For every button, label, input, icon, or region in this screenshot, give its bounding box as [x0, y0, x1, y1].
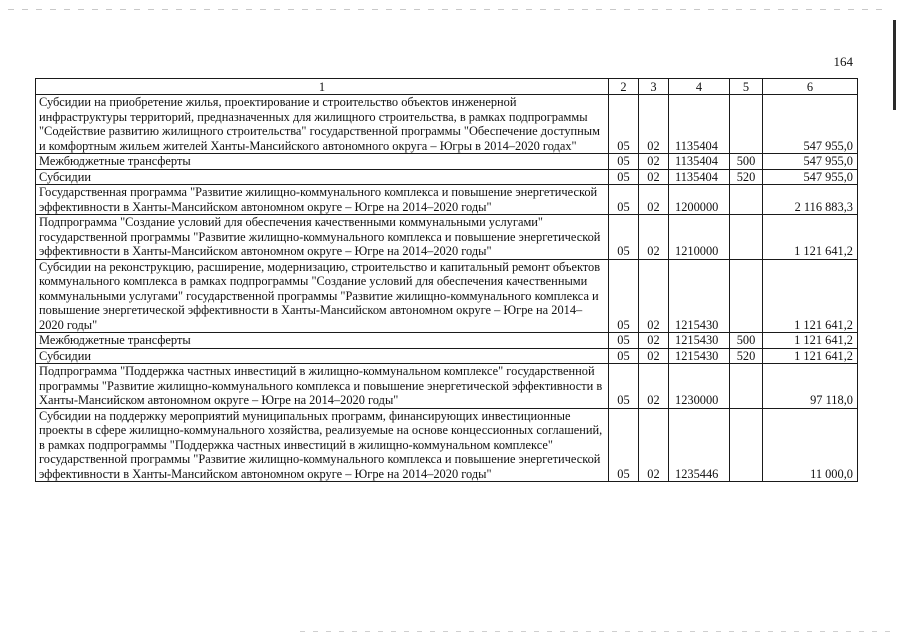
section-code: 05 — [609, 408, 639, 482]
scan-edge-top — [8, 9, 888, 10]
expense-type-code — [730, 364, 763, 409]
section-code: 05 — [609, 348, 639, 364]
table-row — [36, 259, 858, 333]
page-number: 164 — [833, 54, 853, 69]
header-cell: 3 — [639, 79, 669, 95]
row-description: Субсидии — [36, 348, 609, 364]
amount: 1 121 641,2 — [763, 348, 858, 364]
amount: 547 955,0 — [763, 154, 858, 170]
subsection-code: 02 — [639, 154, 669, 170]
amount: 97 118,0 — [763, 364, 858, 409]
header-cell: 4 — [669, 79, 730, 95]
target-article-code: 1135404 — [669, 169, 730, 185]
row-description: Субсидии на приобретение жилья, проектирование и строительство объектов инженерной инфраструктуры территорий, предназначенных для жилищного строительства, в рамках подпрограммы "Содействие развитию жилищного строительства" государственной программы "Обеспечение доступным и комфортным жильем жителей Ханты-Мансийского автономного округа – Югры в 2014–2020 годах" — [36, 95, 609, 154]
row-description: Государственная программа "Развитие жилищно-коммунального комплекса и повышение энергетической эффективности в Ханты-Мансийском автономном округе – Югре на 2014–2020 годы" — [36, 185, 609, 215]
subsection-code: 02 — [639, 333, 669, 349]
scan-edge-right — [893, 20, 896, 110]
table-row — [36, 333, 858, 349]
row-description: Подпрограмма "Создание условий для обеспечения качественными коммунальными услугами" государственной программы "Развитие жилищно-коммунального комплекса и повышение энергетической эффективности в Ханты-Мансийском автономном округе – Югре на 2014–2020 годы" — [36, 215, 609, 260]
target-article-code: 1230000 — [669, 364, 730, 409]
target-article-code: 1215430 — [669, 333, 730, 349]
target-article-code: 1215430 — [669, 348, 730, 364]
section-code: 05 — [609, 95, 639, 154]
row-description: Межбюджетные трансферты — [36, 333, 609, 349]
amount: 1 121 641,2 — [763, 333, 858, 349]
target-article-code: 1215430 — [669, 259, 730, 333]
row-description: Межбюджетные трансферты — [36, 154, 609, 170]
expense-type-code: 500 — [730, 154, 763, 170]
target-article-code: 1200000 — [669, 185, 730, 215]
header-cell: 1 — [36, 79, 609, 95]
expense-type-code — [730, 215, 763, 260]
amount: 1 121 641,2 — [763, 215, 858, 260]
header-row — [36, 79, 858, 95]
subsection-code: 02 — [639, 185, 669, 215]
amount: 1 121 641,2 — [763, 259, 858, 333]
row-description: Субсидии на поддержку мероприятий муниципальных программ, финансирующих инвестиционные проекты в сфере жилищно-коммунального хозяйства, реализуемые на основе концессионных соглашений, в рамках подпрограммы "Поддержка частных инвестиций в жилищно-коммунальном комплексе" государственной программы "Развитие жилищно-коммунального комплекса и повышение энергетической эффективности в Ханты-Мансийском автономном округе – Югре на 2014–2020 годы" — [36, 408, 609, 482]
budget-table — [35, 78, 858, 482]
subsection-code: 02 — [639, 408, 669, 482]
amount: 11 000,0 — [763, 408, 858, 482]
section-code: 05 — [609, 154, 639, 170]
amount: 2 116 883,3 — [763, 185, 858, 215]
expense-type-code — [730, 259, 763, 333]
section-code: 05 — [609, 333, 639, 349]
table-row — [36, 408, 858, 482]
row-description: Субсидии — [36, 169, 609, 185]
expense-type-code — [730, 95, 763, 154]
target-article-code: 1135404 — [669, 95, 730, 154]
row-description: Субсидии на реконструкцию, расширение, модернизацию, строительство и капитальный ремонт объектов коммунального комплекса в рамках подпрограммы "Создание условий для обеспечения качественными коммунальными услугами" государственной программы "Развитие жилищно-коммунального комплекса и повышение энергетической эффективности в Ханты-Мансийском автономном округе – Югре на 2014–2020 годы" — [36, 259, 609, 333]
table-row — [36, 215, 858, 260]
target-article-code: 1135404 — [669, 154, 730, 170]
amount: 547 955,0 — [763, 169, 858, 185]
expense-type-code: 520 — [730, 169, 763, 185]
header-cell: 6 — [763, 79, 858, 95]
row-description: Подпрограмма "Поддержка частных инвестиций в жилищно-коммунальном комплексе" государственной программы "Развитие жилищно-коммунального комплекса и повышение энергетической эффективности в Ханты-Мансийском автономном округе – Югре на 2014–2020 годы" — [36, 364, 609, 409]
section-code: 05 — [609, 185, 639, 215]
amount: 547 955,0 — [763, 95, 858, 154]
subsection-code: 02 — [639, 95, 669, 154]
expense-type-code — [730, 408, 763, 482]
subsection-code: 02 — [639, 348, 669, 364]
subsection-code: 02 — [639, 259, 669, 333]
table-row — [36, 185, 858, 215]
expense-type-code: 520 — [730, 348, 763, 364]
table-row — [36, 364, 858, 409]
expense-type-code — [730, 185, 763, 215]
table-row — [36, 169, 858, 185]
subsection-code: 02 — [639, 169, 669, 185]
table-row — [36, 154, 858, 170]
expense-type-code: 500 — [730, 333, 763, 349]
section-code: 05 — [609, 169, 639, 185]
table-row — [36, 348, 858, 364]
section-code: 05 — [609, 259, 639, 333]
scan-edge-bottom — [300, 631, 890, 632]
section-code: 05 — [609, 215, 639, 260]
subsection-code: 02 — [639, 364, 669, 409]
header-cell: 5 — [730, 79, 763, 95]
section-code: 05 — [609, 364, 639, 409]
target-article-code: 1210000 — [669, 215, 730, 260]
target-article-code: 1235446 — [669, 408, 730, 482]
header-cell: 2 — [609, 79, 639, 95]
subsection-code: 02 — [639, 215, 669, 260]
table-row — [36, 95, 858, 154]
